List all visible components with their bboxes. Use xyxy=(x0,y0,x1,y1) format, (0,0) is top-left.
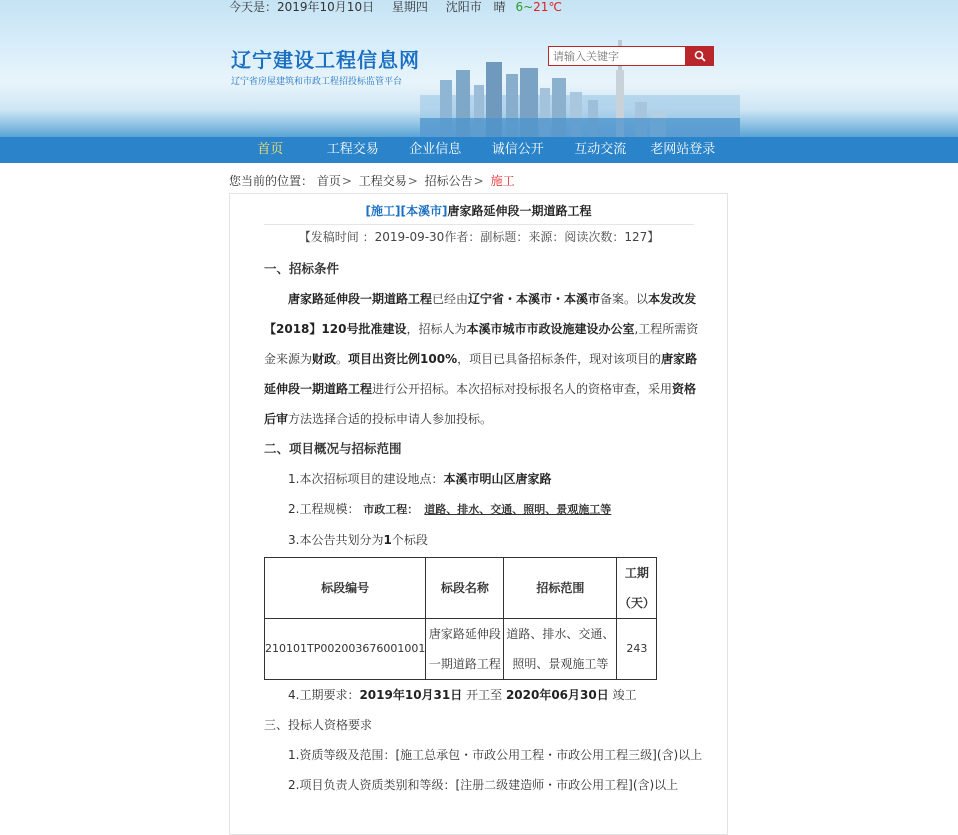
item-scale xyxy=(264,494,704,525)
item-value: 2020年06月30日 xyxy=(505,688,609,702)
text-bold: 本溪市城市市政设施建设办公室 xyxy=(466,322,635,336)
breadcrumb xyxy=(229,172,515,189)
section-heading-qualification: 三、投标人资格要求 xyxy=(264,718,373,732)
paragraph-conditions xyxy=(264,284,704,434)
item-label: 1.本次招标项目的建设地点： xyxy=(288,472,444,486)
temp-high: 21 xyxy=(533,0,549,14)
breadcrumb-home[interactable]: 首页 xyxy=(316,174,341,188)
table-header: 标段名称 xyxy=(426,558,504,619)
search-button[interactable] xyxy=(686,46,714,66)
item-label: 竣工 xyxy=(612,688,637,702)
search-box xyxy=(548,46,714,66)
search-input[interactable] xyxy=(548,46,686,66)
temp-low: 6 xyxy=(515,0,524,14)
text: ，项目已具备招标条件，现对该项目的 xyxy=(457,352,662,366)
text-bold: 财政 xyxy=(312,352,337,366)
text-bold: 唐家路延伸段一期道路工程 xyxy=(264,352,698,396)
item-sections xyxy=(264,525,704,555)
item-duration xyxy=(264,680,704,710)
item-label: 4.工期要求： xyxy=(288,688,360,702)
weather-text: 晴 xyxy=(493,0,506,14)
table-header: 标段编号 xyxy=(265,558,426,619)
nav-old-site-login[interactable]: 老网站登录 xyxy=(650,142,716,157)
site-header xyxy=(0,0,958,137)
item-value: 本溪市明山区唐家路 xyxy=(443,472,552,486)
item-label: 3.本公告共划分为 xyxy=(288,533,384,547)
article-tag-city[interactable]: [本溪市] xyxy=(400,204,448,218)
text: 备案。以 xyxy=(600,292,649,306)
item-qualification: 1.资质等级及范围：[施工总承包・市政公用工程・市政公用工程三级](含)以上 xyxy=(288,748,703,762)
nav-credit-public[interactable]: 诚信公开 xyxy=(491,142,544,157)
nav-home[interactable]: 首页 xyxy=(257,142,284,157)
article-body xyxy=(264,254,704,800)
article-meta: 【发稿时间 ：2019-09-30作者：副标题：来源：阅读次数：127】 xyxy=(264,224,694,245)
breadcrumb-current[interactable]: 施工 xyxy=(490,174,515,188)
text: 方法选择合适的投标申请人参加投标。 xyxy=(288,412,493,426)
site-logo[interactable] xyxy=(231,44,420,87)
breadcrumb-prefix: 您当前的位置： xyxy=(229,174,314,188)
weekday-text: 星期四 xyxy=(391,0,428,14)
text-bold: 资格后审 xyxy=(264,382,697,426)
nav-enterprise-info[interactable]: 企业信息 xyxy=(409,142,462,157)
text-bold: 辽宁省・本溪市・本溪市 xyxy=(468,292,601,306)
bid-section-table xyxy=(264,557,657,680)
date-text: 今天是：2019年10月10日 xyxy=(229,0,375,14)
nav-interaction[interactable]: 互动交流 xyxy=(574,142,627,157)
item-value: 道路、排水、交通、照明、景观施工等 xyxy=(424,503,612,516)
text-bold: 项目出资比例100% xyxy=(348,352,458,366)
table-cell: 道路、排水、交通、照明、景观施工等 xyxy=(504,619,617,680)
article-title xyxy=(230,202,727,219)
article-panel xyxy=(229,193,728,835)
search-icon xyxy=(694,50,706,62)
breadcrumb-separator: > xyxy=(407,174,418,188)
text: 。 xyxy=(336,352,349,366)
logo-title: 辽宁建设工程信息网 xyxy=(231,48,420,72)
temp-sep: ~ xyxy=(523,0,534,14)
text: ，招标人为 xyxy=(406,322,467,336)
table-row xyxy=(265,619,657,680)
item-label: 2.工程规模： xyxy=(288,502,360,516)
item-location xyxy=(264,464,704,494)
temp-unit: ℃ xyxy=(548,0,562,14)
table-cell: 243 xyxy=(617,619,657,680)
section-heading-conditions: 一、招标条件 xyxy=(264,261,340,276)
text: ,工程所需资金来源为 xyxy=(264,322,699,366)
main-nav xyxy=(0,137,958,163)
breadcrumb-tender-notice[interactable]: 招标公告 xyxy=(424,174,473,188)
temperature-text xyxy=(515,0,561,14)
date-weather-bar xyxy=(229,0,562,16)
text: 已经由 xyxy=(432,292,469,306)
table-header-row xyxy=(265,558,657,619)
table-header: 工期（天） xyxy=(617,558,657,619)
item-project-manager: 2.项目负责人资质类别和等级：[注册二级建造师・市政公用工程](含)以上 xyxy=(288,778,679,792)
item-label: 开工至 xyxy=(466,688,503,702)
item-value: 2019年10月31日 xyxy=(359,688,463,702)
table-header: 招标范围 xyxy=(504,558,617,619)
breadcrumb-separator: > xyxy=(473,174,484,188)
table-cell: 唐家路延伸段一期道路工程 xyxy=(426,619,504,680)
item-label: 个标段 xyxy=(391,533,428,547)
text-bold: 唐家路延伸段一期道路工程 xyxy=(288,292,433,306)
article-tag-type[interactable]: [施工] xyxy=(365,204,401,218)
nav-project-trading[interactable]: 工程交易 xyxy=(326,142,379,157)
breadcrumb-project-trading[interactable]: 工程交易 xyxy=(358,174,407,188)
text-bold: 本发改发【2018】120号批准建设 xyxy=(264,292,697,336)
text: 进行公开招标。本次招标对投标报名人的资格审查，采用 xyxy=(372,382,673,396)
item-value: 1 xyxy=(383,533,392,547)
item-kind: 市政工程： xyxy=(363,503,419,516)
section-heading-overview: 二、项目概况与招标范围 xyxy=(264,441,402,456)
breadcrumb-separator: > xyxy=(341,174,352,188)
table-cell: 210101TP002003676001001 xyxy=(265,619,426,680)
article-title-text: 唐家路延伸段一期道路工程 xyxy=(447,204,592,218)
logo-subtitle: 辽宁省房屋建筑和市政工程招投标监管平台 xyxy=(231,77,403,87)
city-text: 沈阳市 xyxy=(445,0,482,14)
